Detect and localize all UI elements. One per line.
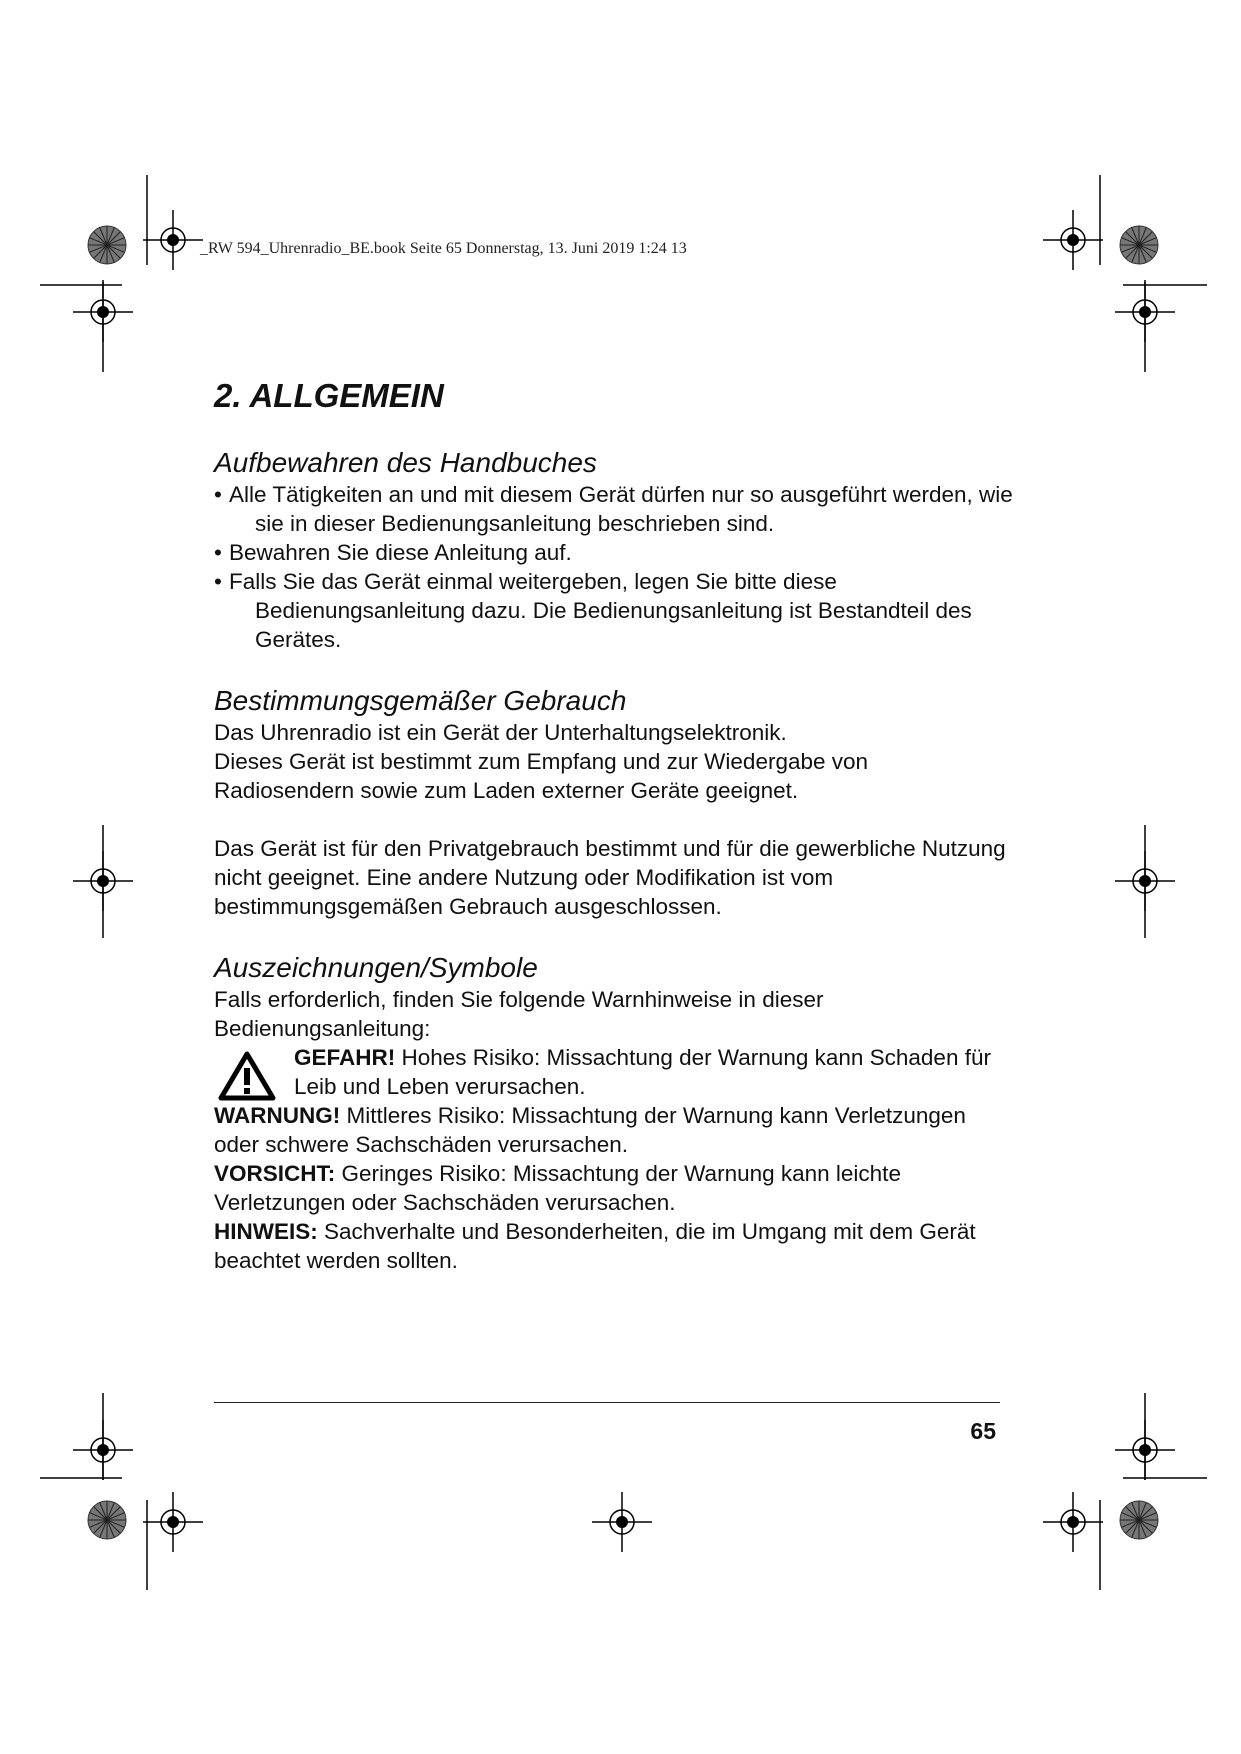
print-slug-line: _RW 594_Uhrenradio_BE.book Seite 65 Donnerstag, 13. Juni 2019 1:24 13 (200, 240, 687, 257)
list-item: • Alle Tätigkeiten an und mit diesem Gerät dürfen nur so ausgeführt werden, wie sie in dieser Bedienungsanleitung beschrieben sind. (214, 482, 1013, 536)
bullet-icon: • (214, 482, 222, 507)
section-storage (214, 446, 1014, 654)
section-heading: Aufbewahren des Handbuches (214, 447, 597, 478)
footer-rule (214, 1402, 1000, 1403)
bullet-icon: • (214, 569, 222, 594)
caution-label: VORSICHT: (214, 1161, 336, 1186)
page-content (214, 376, 1014, 1305)
page-number: 65 (970, 1418, 996, 1444)
danger-label: GEFAHR! (294, 1045, 396, 1070)
note-label: HINWEIS: (214, 1219, 318, 1244)
danger-notice: GEFAHR! Hohes Risiko: Missachtung der Warnung kann Schaden für Leib und Leben verursachen. (214, 1043, 1014, 1101)
list-item: • Falls Sie das Gerät einmal weitergeben, legen Sie bitte diese Bedienungsanleitung dazu. Die Bedienungsanleitung ist Bestandteil des Gerätes. (214, 569, 972, 652)
paragraph: Falls erforderlich, finden Sie folgende Warnhinweise in dieser Bedienungsanleitung: (214, 987, 824, 1041)
note-notice: HINWEIS: Sachverhalte und Besonderheiten, die im Umgang mit dem Gerät beachtet werden sollten. (214, 1219, 976, 1273)
caution-notice: VORSICHT: Geringes Risiko: Missachtung der Warnung kann leichte Verletzungen oder Sachschäden verursachen. (214, 1161, 901, 1215)
paragraph: Das Uhrenradio ist ein Gerät der Unterhaltungselektronik. (214, 720, 787, 745)
warning-label: WARNUNG! (214, 1103, 341, 1128)
paragraph: Dieses Gerät ist bestimmt zum Empfang und zur Wiedergabe von Radiosendern sowie zum Laden externer Geräte geeignet. (214, 749, 869, 803)
section-heading: Auszeichnungen/Symbole (214, 952, 538, 983)
warning-triangle-icon (218, 1051, 276, 1101)
section-intended-use (214, 684, 1014, 921)
section-symbols (214, 951, 1014, 1275)
paragraph: Das Gerät ist für den Privatgebrauch bestimmt und für die gewerbliche Nutzung nicht geeignet. Eine andere Nutzung oder Modifikation ist vom bestimmungsgemäßen Gebrauch ausgeschlossen. (214, 836, 1006, 919)
bullet-icon: • (214, 540, 222, 565)
section-heading: Bestimmungsgemäßer Gebrauch (214, 685, 627, 716)
warning-notice: WARNUNG! Mittleres Risiko: Missachtung der Warnung kann Verletzungen oder schwere Sachschäden verursachen. (214, 1103, 966, 1157)
bullet-list (214, 480, 1014, 654)
list-item: • Bewahren Sie diese Anleitung auf. (214, 540, 572, 565)
chapter-title: 2. ALLGEMEIN (214, 377, 444, 414)
